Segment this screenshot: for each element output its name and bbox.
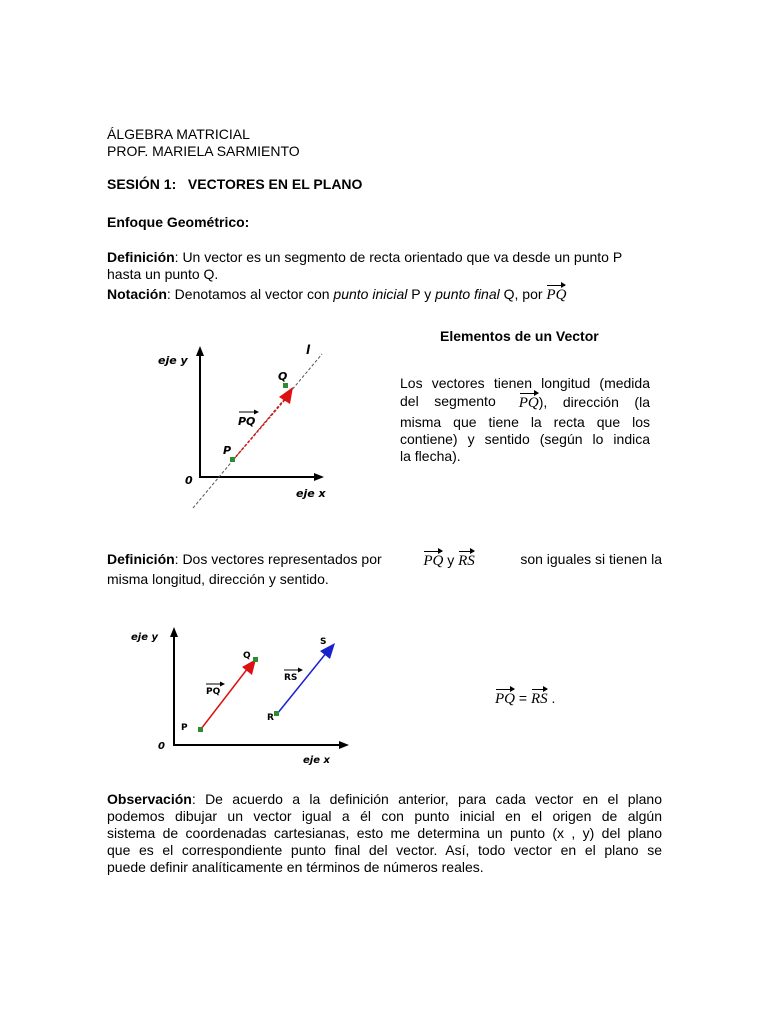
vector-pq-notation: PQ xyxy=(546,287,567,303)
origin-label: 0 xyxy=(158,741,165,752)
point-q-label: Q xyxy=(278,370,288,383)
vector-pq-label: PQ xyxy=(238,415,256,428)
figure-equal-vectors xyxy=(125,622,350,772)
point-q-label: Q xyxy=(243,651,251,661)
point-r-dot xyxy=(274,711,279,716)
course-title: ÁLGEBRA MATRICIAL xyxy=(107,126,250,142)
point-s-label: S xyxy=(320,637,327,647)
equals-sign: = xyxy=(515,690,531,706)
vector-pq-label: PQ xyxy=(206,687,221,697)
vector-pq-def2: PQ xyxy=(423,553,444,569)
point-p-dot xyxy=(198,727,203,732)
observation-line-5: puede definir analíticamente en términos de números reales. xyxy=(107,859,484,875)
definition-2-line2: misma longitud, dirección y sentido. xyxy=(107,571,329,587)
figure-vector-elements xyxy=(150,338,350,516)
vector-pq-elements: PQ xyxy=(518,395,539,411)
equality-period: . xyxy=(547,690,556,706)
professor-name: PROF. MARIELA SARMIENTO xyxy=(107,143,300,159)
elements-title: Elementos de un Vector xyxy=(440,328,599,344)
vector-rs-line xyxy=(277,652,327,714)
definition-1-line1: : Un vector es un segmento de recta orientado que va desde un punto P xyxy=(174,249,623,265)
elements-line-2b: ), dirección (la xyxy=(538,394,650,410)
x-axis-arrow xyxy=(314,473,324,481)
x-axis-arrow xyxy=(339,741,349,749)
observation-line-3: sistema de coordenadas cartesianas, esto me determina un punto (x , y) del plano xyxy=(107,825,662,841)
elements-line-3: misma que tiene la recta que los xyxy=(400,414,650,430)
elements-line-1: Los vectores tienen longitud (medida xyxy=(400,375,650,391)
point-q-dot xyxy=(253,657,258,662)
point-p-dot xyxy=(230,457,235,462)
point-p-label: P xyxy=(223,444,232,457)
vector-pq-line xyxy=(201,668,248,729)
point-q-dot xyxy=(283,383,288,388)
definition-2-text-1: : Dos vectores representados por xyxy=(174,551,386,567)
vector-pq-bar-arrow xyxy=(254,410,259,415)
observation-text-1: : De acuerdo a la definición anterior, para cada vector en el plano xyxy=(191,791,662,807)
elements-line-4: contiene) y sentido (según lo indica xyxy=(400,431,650,447)
y-axis-arrow xyxy=(170,627,178,637)
observation-line-4: que es el correspondiente punto final del vector. Así, todo vector en el plano se xyxy=(107,842,662,858)
notation-text-1: : Denotamos al vector con xyxy=(166,286,334,302)
definition-2-line1 xyxy=(107,551,662,570)
notation-italic-2: punto final xyxy=(435,286,500,302)
notation-italic-1: punto inicial xyxy=(333,286,408,302)
line-l-label: l xyxy=(306,343,311,357)
elements-line-2 xyxy=(400,393,650,412)
point-r-label: R xyxy=(267,713,274,723)
vector-rs-label: RS xyxy=(284,673,298,683)
definition-2-text-3: son iguales si tienen la xyxy=(512,551,662,567)
vector-pq-arrowhead xyxy=(279,387,293,404)
vector-pq-equality: PQ xyxy=(495,691,515,707)
session-title: SESIÓN 1: VECTORES EN EL PLANO xyxy=(107,176,363,192)
notation-label: Notación xyxy=(107,286,167,302)
approach-title: Enfoque Geométrico: xyxy=(107,214,250,230)
definition-1-line2: hasta un punto Q. xyxy=(107,266,219,282)
y-axis-arrow xyxy=(196,346,204,356)
x-axis-label: eje x xyxy=(303,755,330,766)
vector-pq-bar-arrow xyxy=(220,682,225,687)
y-axis-label: eje y xyxy=(158,354,188,367)
observation-label: Observación xyxy=(107,791,192,807)
vector-rs-equality: RS xyxy=(530,691,548,707)
definition-2-text-2: y xyxy=(443,552,459,568)
notation-line xyxy=(107,285,566,304)
vector-rs-def2: RS xyxy=(458,553,475,569)
observation-line-2: podemos dibujar un vector igual a él con punto inicial en el origen de algún xyxy=(107,808,662,824)
definition-2-label: Definición xyxy=(107,551,175,567)
y-axis-label: eje y xyxy=(131,632,158,643)
x-axis-label: eje x xyxy=(296,487,326,500)
definition-label: Definición xyxy=(107,249,175,265)
elements-line-2a: del segmento xyxy=(400,393,500,409)
vector-rs-bar-arrow xyxy=(298,668,303,673)
notation-text-2: P y xyxy=(407,286,436,302)
vector-equality xyxy=(495,689,555,708)
definition-1 xyxy=(107,249,662,266)
point-p-label: P xyxy=(181,723,188,733)
notation-text-3: Q, por xyxy=(499,286,547,302)
origin-label: 0 xyxy=(185,474,193,487)
elements-line-5: la flecha). xyxy=(400,448,461,464)
observation-line-1 xyxy=(107,791,662,808)
